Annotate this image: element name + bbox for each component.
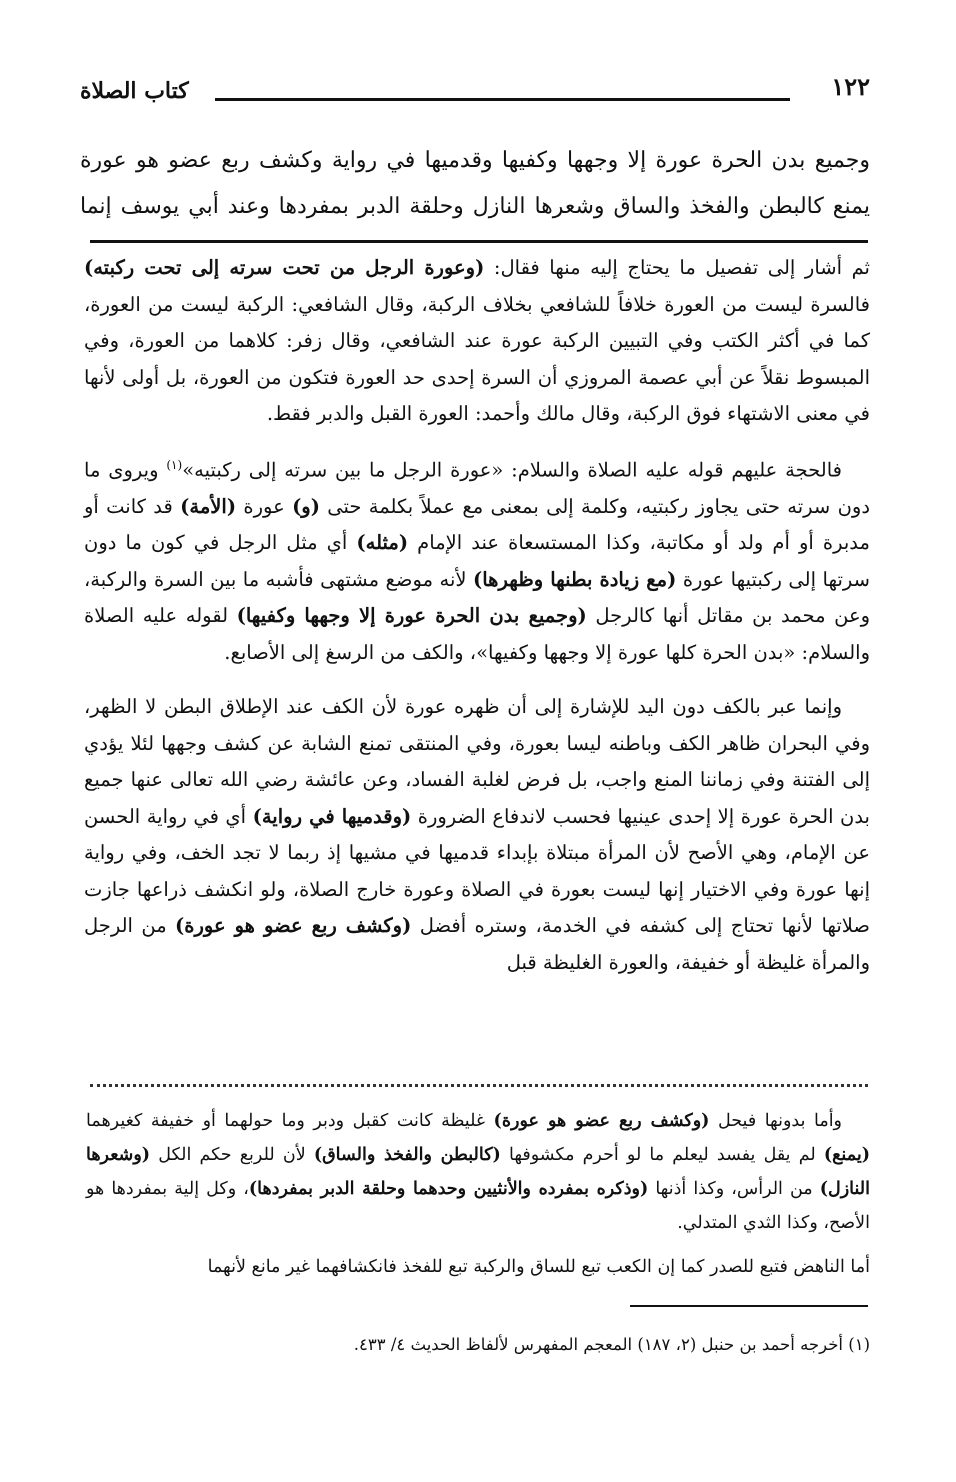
lower-paragraph: أما الناهض فتبع للصدر كما إن الكعب تبع للساق والركبة تبع للفخذ فانكشافهما غير مانع لأنهما (207, 1257, 870, 1277)
book-title: كتاب الصلاة (80, 78, 189, 104)
main-text-line: وجميع بدن الحرة عورة إلا وجهها وكفيها وقدميها في رواية وكشف ربع عضو هو عورة (80, 148, 870, 173)
lower-commentary (86, 1104, 870, 1284)
commentary-paragraph: وإنما عبر بالكف دون اليد للإشارة إلى أن ظهره عورة لأن الكف عند الإطلاق البطن لا الظهر، وفي البحران ظاهر الكف وباطنه ليسا بعورة، وفي المنتقى تمنع الشابة عن كشف وجهها لئلا يؤدي إلى الفتنة وفي زماننا المنع واجب، بل فرض لغلبة الفساد، وعن عائشة رضي الله تعالى عنها جميع بدن الحرة عورة إلا إحدى عينيها فحسب لاندفاع الضرورة (وقدميها في رواية) أي في رواية الحسن عن الإمام، وهي الأصح لأن المرأة مبتلاة بإبداء قدميها في مشيها إذ ربما لا تجد الخف، وفي رواية إنها عورة وفي الاختيار إنها ليست بعورة في الصلاة وعورة خارج الصلاة، ولو انكشف ذراعها جازت صلاتها لأنها تحتاج إلى كشفه في الخدمة، وستره أفضل (وكشف ربع عضو هو عورة) من الرجل والمرأة غليظة أو خفيفة، والعورة الغليظة قبل (84, 695, 870, 974)
footnote: (١) أخرجه أحمد بن حنبل (٢، ١٨٧) المعجم المفهرس لألفاظ الحديث ٤/ ٤٣٣. (353, 1335, 870, 1354)
dotted-divider (90, 1084, 868, 1087)
main-text (80, 138, 870, 230)
lower-paragraph: وأما بدونها فيحل (وكشف ربع عضو هو عورة) غليظة كانت كقبل ودبر وما حولهما أو خفيفة كغيرهما (يمنع) لم يقل يفسد ليعلم ما لو أحرم مكشوفها (كالبطن والفخذ والساق) لأن للربع حكم الكل (وشعرها النازل) من الرأس، وكذا أذنها (وذكره بمفرده والأنثيين وحدهما وحلقة الدبر بمفردها)، وكل إلية بمفردها هو الأصح، وكذا الثدي المتدلي. (86, 1111, 870, 1233)
main-text-divider (90, 240, 868, 243)
page-header (80, 70, 870, 110)
header-rule (215, 98, 790, 101)
footnote-reference: (١) (166, 457, 183, 472)
footnote-divider (630, 1305, 868, 1307)
commentary-paragraph: ثم أشار إلى تفصيل ما يحتاج إليه منها فقال: (وعورة الرجل من تحت سرته إلى تحت ركبته) فالسرة ليست من العورة خلافاً للشافعي بخلاف الركبة، وقال الشافعي: الركبة ليست من العورة، كما في أكثر الكتب وفي التبيين الركبة عورة عند الشافعي، وقال زفر: كلاهما من العورة، وفي المبسوط نقلاً عن أبي عصمة المروزي أن السرة إحدى حد العورة فتكون من العورة، بل أولى لأنها في معنى الاشتهاء فوق الركبة، وقال مالك وأحمد: العورة القبل والدبر فقط. (84, 256, 870, 425)
commentary (84, 250, 870, 981)
commentary-paragraph: فالحجة عليهم قوله عليه الصلاة والسلام: «عورة الرجل ما بين سرته إلى ركبتيه»$^{(١)}$ ويروى ما دون سرته حتى يجاوز ركبتيه، وكلمة إلى بمعنى مع عملاً بكلمة حتى (و) عورة (الأمة) قد كانت أو مدبرة أو أم ولد أو مكاتبة، وكذا المستسعاة عند الإمام (مثله) أي مثل الرجل في كون ما دون سرتها إلى ركبتيها عورة (مع زيادة بطنها وظهرها) لأنه موضع مشتهى فأشبه ما بين السرة والركبة، وعن محمد بن مقاتل أنها كالرجل (وجميع بدن الحرة عورة إلا وجهها وكفيها) لقوله عليه الصلاة والسلام: «بدن الحرة كلها عورة إلا وجهها وكفيها»، والكف من الرسغ إلى الأصابع. (84, 457, 871, 664)
page-number: ١٢٢ (831, 72, 870, 101)
main-text-line: يمنع كالبطن والفخذ والساق وشعرها النازل وحلقة الدبر بمفردها وعند أبي يوسف إنما (80, 194, 870, 219)
